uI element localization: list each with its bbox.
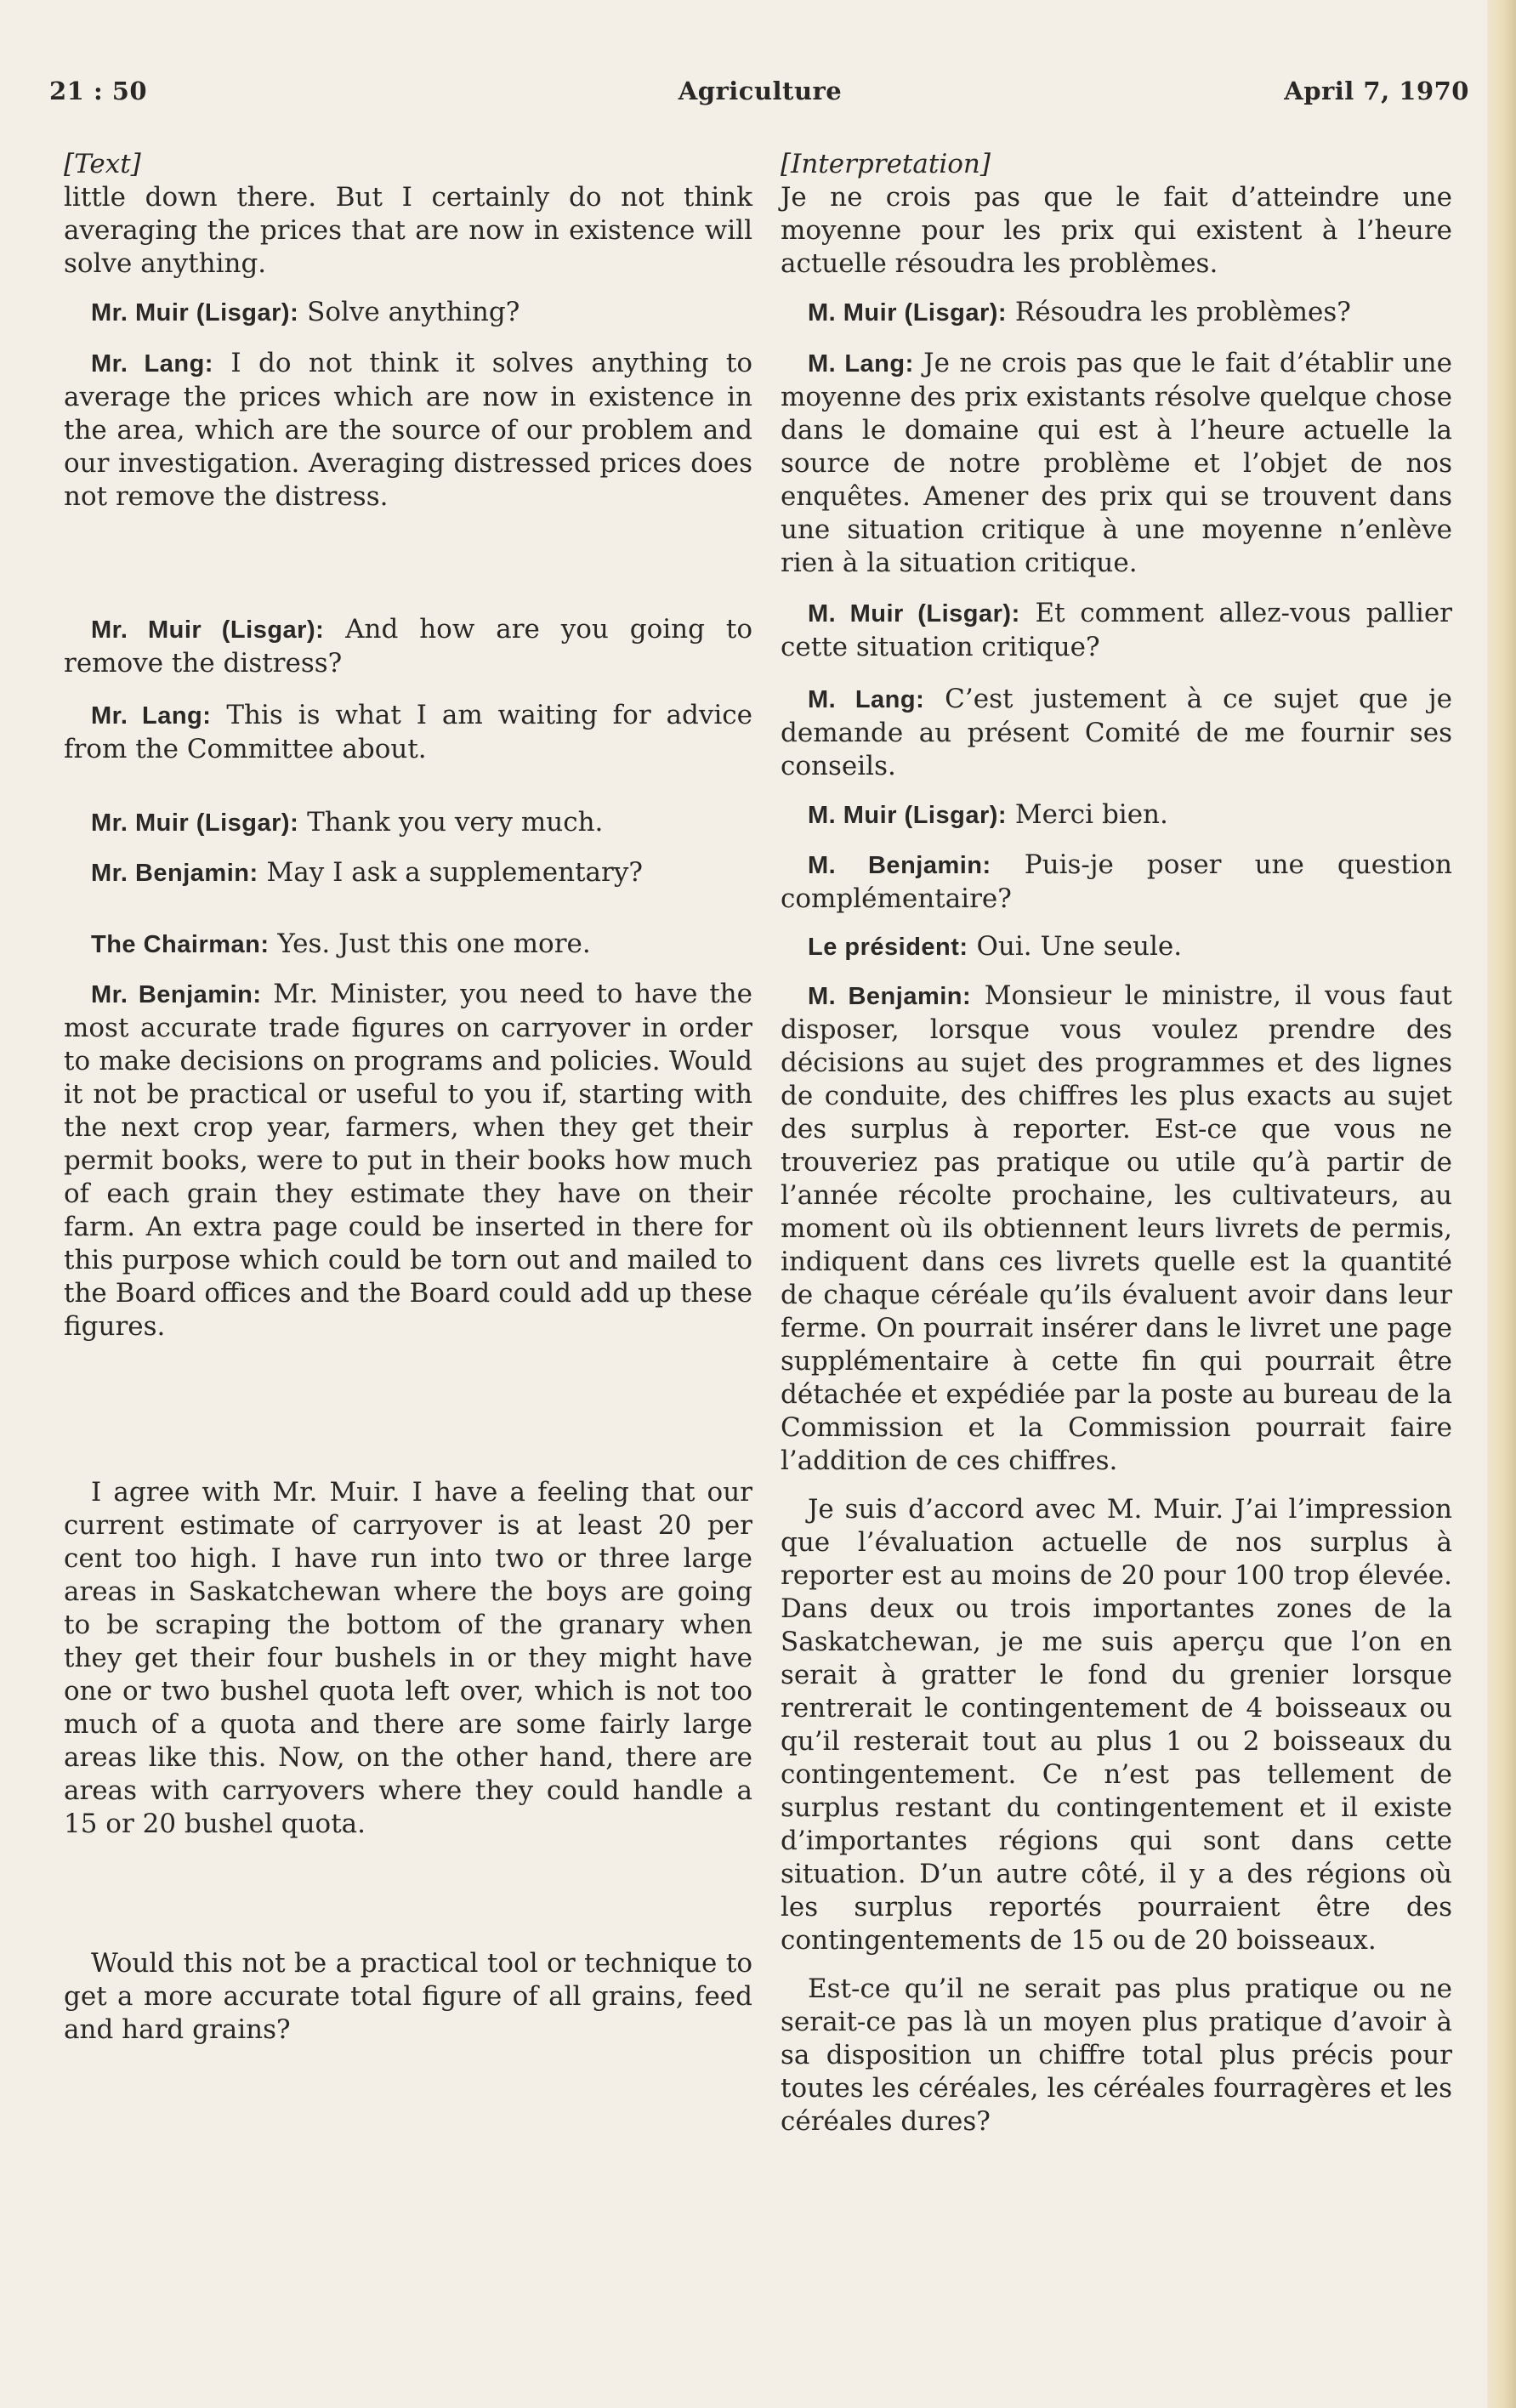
paragraph: Je ne crois pas que le fait d’atteindre une moyenne pour les prix qui existent à l’heure actuelle résoudra les problèmes. xyxy=(781,182,1452,279)
paragraph: Mr. Muir (Lisgar): Thank you very much. xyxy=(91,807,604,838)
speaker: Mr. Lang: xyxy=(91,350,213,378)
speaker: M. Muir (Lisgar): xyxy=(808,802,1008,829)
paragraph: M. Benjamin: Monsieur le ministre, il vous faut disposer, lorsque vous voulez prendre des décisions au sujet des programmes et des lignes de conduite, des chiffres les plus exacts au sujet des surplus à reporter. Est-ce que vous ne trouveriez pas pratique ou utile qu’à partir de l’année récolte prochaine, les cultivateurs, au moment où ils obtiennent leurs livrets de permis, indiquent dans ces livrets quelle est la quantité de chaque céréale qu’ils évaluent avoir dans leur ferme. On pourrait insérer dans le livret une page supplémentaire à cette fin qui pourrait être détachée et expédiée par la poste au bureau de la Commission et la Commission pourrait faire l’addition de ces chiffres. xyxy=(781,980,1452,1476)
speaker: M. Benjamin: xyxy=(808,852,991,879)
speaker: Mr. Benjamin: xyxy=(91,860,258,887)
speaker: Le président: xyxy=(808,934,968,961)
paragraph: Mr. Benjamin: Mr. Minister, you need to have the most accurate trade figures on carryover in order to make decisions on programs and policies. Would it not be practical or useful to you if, starting with the next crop year, farmers, when they get their permit books, were to put in their books how much of each grain they estimate they have on their farm. An extra page could be inserted in there for this purpose which could be torn out and mailed to the Board offices and the Board could add up these figures. xyxy=(64,979,752,1342)
paragraph: Je suis d’accord avec M. Muir. J’ai l’impression que l’évaluation actuelle de nos surplus à reporter est au moins de 20 pour 100 trop élevée. Dans deux ou trois importantes zones de la Saskatchewan, je me suis aperçu que l’on en serait à gratter le fond du grenier lorsque rentrerait le contingentement de 4 boisseaux ou qu’il resterait tout au plus 1 ou 2 boisseaux du contingentement. Ce n’est pas tellement de surplus restant du contingentement et il existe d’importantes régions qui sont dans cette situation. D’un autre côté, il y a des régions où les surplus reportés pourraient être des contingentements de 15 ou de 20 boisseaux. xyxy=(781,1494,1452,1956)
paragraph: Est-ce qu’il ne serait pas plus pratique ou ne serait-ce pas là un moyen plus pratique d’avoir à sa disposition un chiffre total plus précis pour toutes les céréales, les céréales fourragères et les céréales dures? xyxy=(781,1974,1452,2137)
paragraph: The Chairman: Yes. Just this one more. xyxy=(91,929,591,959)
paragraph: M. Benjamin: Puis-je poser une question complémentaire? xyxy=(781,849,1452,914)
paragraph: M. Lang: Je ne crois pas que le fait d’établir une moyenne des prix existants résolve quelque chose dans le domaine qui est à l’heure actuelle la source de notre problème et l’objet de nos enquêtes. Amener des prix qui se trouvent dans une situation critique à une moyenne n’enlève rien à la situation critique. xyxy=(781,348,1452,578)
page-number: 21 : 50 xyxy=(49,77,148,105)
paragraph: Would this not be a practical tool or technique to get a more accurate total figure of all grains, feed and hard grains? xyxy=(64,1948,752,2045)
paragraph: Mr. Muir (Lisgar): And how are you going to remove the distress? xyxy=(64,614,752,679)
speaker: The Chairman: xyxy=(91,931,270,958)
speaker: Mr. Muir (Lisgar): xyxy=(91,616,325,644)
paragraph: Le président: Oui. Une seule. xyxy=(808,931,1183,962)
paragraph: M. Muir (Lisgar): Résoudra les problèmes? xyxy=(808,297,1351,327)
paragraph: M. Muir (Lisgar): Merci bien. xyxy=(808,799,1168,830)
speaker: M. Lang: xyxy=(808,686,925,713)
page-edge xyxy=(1487,0,1516,2408)
speaker: Mr. Benjamin: xyxy=(91,981,262,1008)
paragraph: Mr. Benjamin: May I ask a supplementary? xyxy=(91,857,643,888)
speaker: M. Muir (Lisgar): xyxy=(808,299,1008,327)
paragraph: little down there. But I certainly do not think averaging the prices that are now in existence will solve anything. xyxy=(64,182,752,279)
speaker: M. Muir (Lisgar): xyxy=(808,600,1020,628)
column-label-text: [Interpretation] xyxy=(781,149,991,179)
running-header xyxy=(49,77,1471,117)
paragraph: Mr. Muir (Lisgar): Solve anything? xyxy=(91,297,520,327)
paragraph: M. Muir (Lisgar): Et comment allez-vous pallier cette situation critique? xyxy=(781,598,1452,662)
speaker: M. Benjamin: xyxy=(808,983,972,1010)
date: April 7, 1970 xyxy=(1284,77,1469,105)
running-title: Agriculture xyxy=(678,77,843,105)
column-label-text: [Text] xyxy=(64,149,141,179)
french-column xyxy=(781,148,1452,2138)
speaker: Mr. Muir (Lisgar): xyxy=(91,299,299,327)
english-column xyxy=(64,148,752,2047)
paragraph: M. Lang: C’est justement à ce sujet que je demande au présent Comité de me fournir ses conseils. xyxy=(781,684,1452,781)
speaker: Mr. Muir (Lisgar): xyxy=(91,809,299,837)
paragraph: Mr. Lang: I do not think it solves anything to average the prices which are now in existence in the area, which are the source of our problem and our investigation. Averaging distressed prices does not remove the distress. xyxy=(64,348,752,512)
paragraph: Mr. Lang: This is what I am waiting for advice from the Committee about. xyxy=(64,700,752,764)
speaker: Mr. Lang: xyxy=(91,702,212,730)
paragraph: I agree with Mr. Muir. I have a feeling that our current estimate of carryover is at least 20 per cent too high. I have run into two or three large areas in Saskatchewan where the boys are going to be scraping the bottom of the granary when they get their four bushels in or they might have one or two bushel quota left over, which is not too much of a quota and there are some fairly large areas like this. Now, on the other hand, there are areas with carryovers where they could handle a 15 or 20 bushel quota. xyxy=(64,1477,752,1839)
speaker: M. Lang: xyxy=(808,350,914,378)
